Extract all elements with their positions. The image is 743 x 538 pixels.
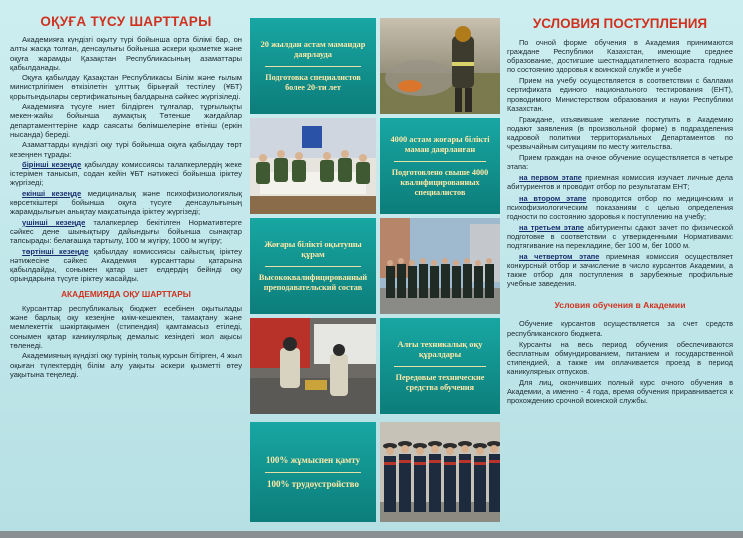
banner-kazakh-text: Жоғары білікті оқытушы құрам [264,239,362,259]
banner-kazakh-text: 4000 астам жоғары білікті маман даярланған [390,134,490,154]
stage-text: қабылдау комиссиясы сайыстық іріктеу нәтижесіне сәйкес Академия курсанттары қатарына қабылдайды, сонымен қатар шет елдердің бейінді оқу орындарына түсуге іріктеу жасайды. [10,246,242,284]
left-subtitle: АКАДЕМИЯДА ОҚУ ШАРТТАРЫ [61,288,191,299]
right-column-russian [507,16,733,526]
stage-text: проводится отбор по медицинским и психофизиологическим показаниям с целью определения годности по состоянию здоровья к поступлению на учебу; [507,193,733,221]
banner-divider [265,266,362,267]
stage-label: төртінші кезеңде [22,246,89,256]
right-stage-3 [507,223,733,250]
right-paragraph: Прием на учебу осуществляется в соответствии с баллами сертификата единого национального тестирования (ЕНТ), проводимого Министерством образования и науки Республики Казахстан. [507,76,733,113]
feature-row-4 [250,318,500,414]
banner-russian-text: 100% трудоустройство [267,478,359,489]
banner-kazakh-text: 20 жылдан астам мамандар даярлауда [260,39,366,59]
stage-text: приемная комиссия осуществляет конкурсный отбор и зачисление в число курсантов Академии, а также отбор для поступления в зарубежные профильные учебные заведения. [507,252,734,289]
feature-row-2 [250,118,500,214]
classroom-photo [250,118,376,214]
right-stage-1 [507,173,733,191]
right-paragraph: По очной форме обучения в Академия принимаются граждане Республики Казахстан, имеющие среднее образование, достигшие шестнадцатилетнего возраста годные по состоянию здоровья к воинской службе и учебе [507,38,733,75]
left-stage-4 [10,247,242,284]
left-title: ОҚУҒА ТҮСУ ШАРТТАРЫ [40,14,212,29]
stage-label: на первом этапе [519,173,582,183]
banner-kazakh-text: Алғы техникалық оқу құралдары [397,339,483,359]
left-paragraph: Оқуға қабылдау Қазақстан Республикасы Білім және ғылым министрлігімен өткізілетін ұлттық бірыңғай тестілеу (ҰБТ) қорытындылары сертификатының балдарына сәйкес жүргізіледі. [10,73,242,101]
left-paragraph: Академияға түсуге ниет білдірген тұлғалар, тұрғылықты мекен-жайы бойынша аумақтық Төтенше жағдайлар департаменттеріне кадр саясаты бөлімшелеріне өтініш (еркін нысанда) береді. [10,102,242,139]
right-paragraph: Курсанты на весь период обучения обеспечиваются бесплатным обмундированием, питанием и государственной стипендией, а также им оплачивается проезд в период каникулярных отпусков. [507,339,733,376]
stage-label: на четвертом этапе [519,252,600,262]
feature-banner-experience [250,18,376,114]
stage-label: на третьем этапе [519,222,585,232]
stage-label: үшінші кезеңде [22,217,86,227]
left-paragraph: Азаматтарды күндізгі оқу түрі бойынша оқуға қабылдау төрт кезеңнен тұрады: [10,140,242,159]
right-paragraph: Прием граждан на очное обучение осуществляется в четыре этапа: [507,153,733,172]
stage-text: талапкерлер бекітілген Нормативтерге сәйкес дене шынықтыру дайындығы бойынша сынақтар тапсырады: белағашқа тартылу, 100 м жүгіру, 1000 м жүгіру; [10,217,242,246]
banner-divider [265,66,362,67]
stage-text: приемная комиссия изучает личные дела абитуриентов и проводит отбор по результатам ЕНТ; [507,173,733,192]
middle-column [250,18,500,523]
banner-kazakh-text: 100% жұмыспен қамту [265,454,361,465]
right-paragraph: Обучение курсантов осуществляется за счет средств республиканского бюджета. [507,319,733,338]
stage-text: абитуриенты сдают зачет по физической подготовке в соответствии с утвержденными Нормативами: подтягивание на перекладине, бег 100 м, бег 1000 м. [507,222,733,250]
banner-divider [394,161,486,162]
left-paragraph: Академияның күндізгі оқу түрінің толық курсын бітірген, 4 жыл оқыған түлектердің білім алу уақыты әскери қызметті өтеу уақытына теңеледі. [10,351,242,379]
left-column-kazakh [10,14,242,524]
feature-banner-employment [250,422,376,522]
left-stage-2 [10,189,242,217]
right-stage-4 [507,252,733,288]
left-stage-3 [10,218,242,246]
left-paragraph: Курсанттар республикалық бюджет есебінен оқытылады және барлық оқу кезеңіне киім-кешекпен, тамақтану және мемлекеттік шәкіртақымен (стипендия) қамтамасыз етіледі, сонымен қатар каникулярлық демалыс кезіндегі жол ақысы төленеді. [10,303,242,350]
cadets-parade-photo [380,422,500,522]
rescue-training-photo [250,318,376,414]
feature-banner-staff [250,218,376,314]
stage-label: бірінші кезеңде [22,159,82,169]
right-stage-2 [507,194,733,221]
stage-text: қабылдау комиссиясы талапкерлердің жеке істерімен танысып, содан кейін ҰБТ нәтижесі бойынша іріктеу жүргізеді; [10,159,242,188]
right-subtitle: Условия обучения в Академии [554,300,686,311]
staff-group-photo [380,218,500,314]
banner-divider [394,366,486,367]
left-stage-1 [10,160,242,188]
right-paragraph: Граждане, изъявившие желание поступить в Академию подают заявления (в произвольной форме) в подразделения кадровой политики территориальных Департаментов по чрезвычайным ситуациям по месту жительства. [507,114,733,152]
banner-russian-text: Высококвалифицированный преподавательский состав [258,272,368,292]
stage-label: екінші кезеңде [22,188,82,198]
feature-row-3 [250,218,500,314]
banner-russian-text: Подготовлено свыше 4000 квалифицированных специалистов [391,167,489,197]
feature-row-1 [250,18,500,114]
right-title: УСЛОВИЯ ПОСТУПЛЕНИЯ [532,16,708,31]
stage-text: медициналық және психофизиологиялық көрсеткіштері бойынша оқуға түсуге денсаулығының жарамдылығын анықтау мақсатында іріктеу жүргізеді; [10,188,242,217]
bottom-frame-strip [0,531,743,538]
firefighter-photo [380,18,500,114]
banner-russian-text: Передовые технические средства обучения [395,372,485,392]
banner-divider [265,472,362,473]
feature-banner-graduates [380,118,500,214]
left-paragraph: Академияға күндізгі оқыту түрі бойынша орта білімі бар, он алты жасқа толған, денсаулығы бойынша әскери қызметке және оқуға жарамды Қазақстан Республикасының азаматтары қабылданады. [10,35,242,72]
feature-banner-equipment [380,318,500,414]
banner-russian-text: Подготовка специалистов более 20-ти лет [265,72,361,92]
feature-row-5 [250,422,500,522]
stage-label: на втором этапе [519,193,587,203]
right-paragraph: Для лиц, окончивших полный курс очного обучения в Академии, а именно - 4 года, время обучения приравнивается к прохождению срочной воинской службы. [507,378,733,406]
